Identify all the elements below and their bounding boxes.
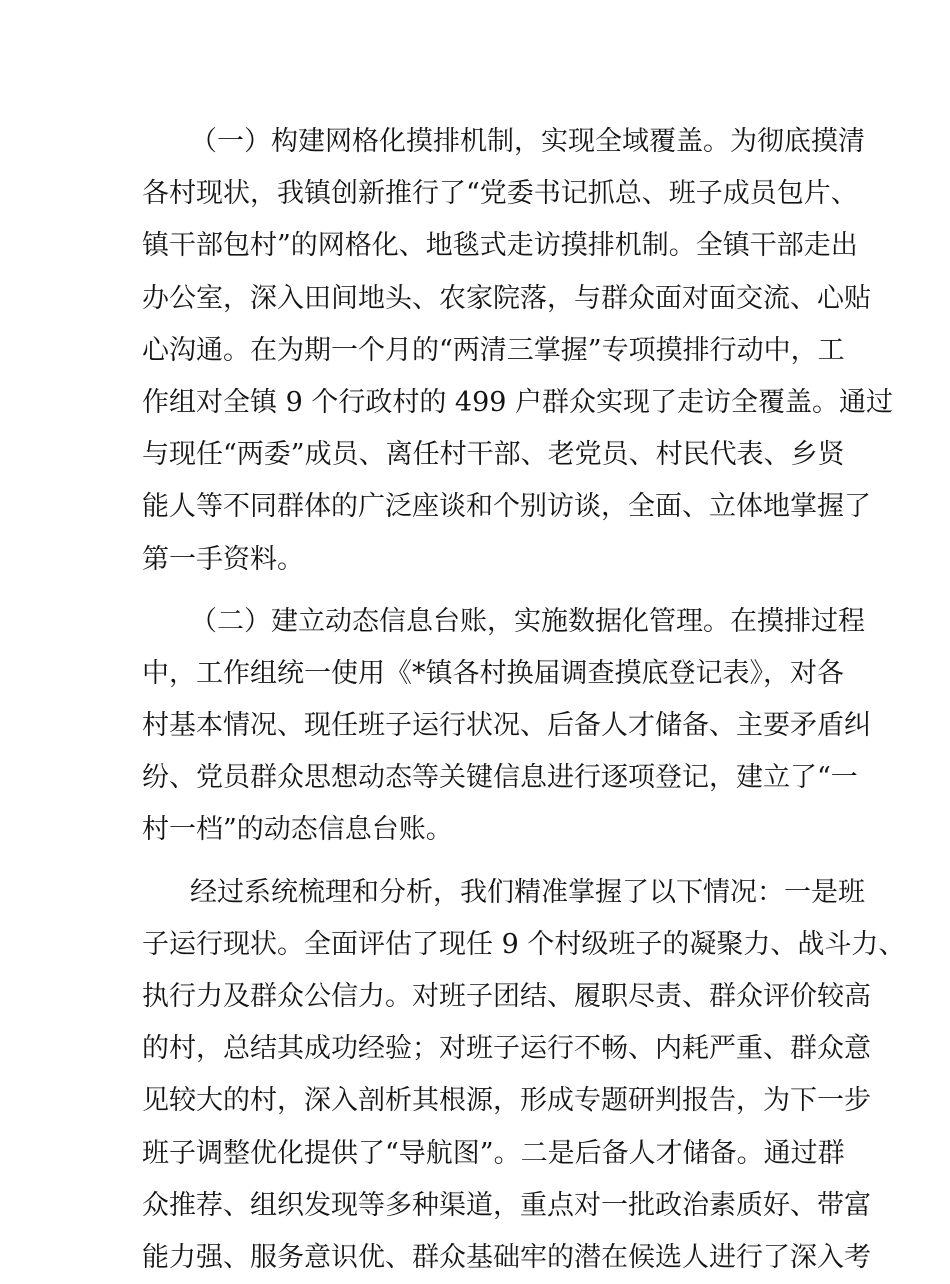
text-line: 能人等不同群体的广泛座谈和个别访谈，全面、立体地掌握了	[142, 491, 871, 523]
text-line: 纷、党员群众思想动态等关键信息进行逐项登记，建立了“一	[142, 762, 858, 794]
paragraph-3	[142, 867, 906, 1284]
text-line: 能力强、服务意识优、群众基础牢的潜在候选人进行了深入考	[142, 1241, 871, 1273]
text-line: 作组对全镇 9 个行政村的 499 户群众实现了走访全覆盖。通过	[142, 386, 894, 418]
text-line: 各村现状，我镇创新推行了“党委书记抓总、班子成员包片、	[142, 178, 858, 210]
text-line: （二）建立动态信息台账，实施数据化管理。在摸排过程	[190, 605, 865, 637]
paragraph-2	[142, 596, 871, 857]
text-line: 子运行现状。全面评估了现任 9 个村级班子的凝聚力、战斗力、	[142, 928, 906, 960]
text-line: 众推荐、组织发现等多种渠道，重点对一批政治素质好、带富	[142, 1189, 871, 1221]
text-line: 见较大的村，深入剖析其根源，形成专题研判报告，为下一步	[142, 1085, 871, 1117]
text-line: 心沟通。在为期一个月的“两清三掌握”专项摸排行动中，工	[142, 334, 845, 366]
text-line: 与现任“两委”成员、离任村干部、老党员、村民代表、乡贤	[142, 439, 845, 471]
paragraph-spacer	[142, 857, 809, 867]
text-line: 村一档”的动态信息台账。	[142, 814, 453, 846]
document-body	[142, 116, 906, 1284]
text-line: 办公室，深入田间地头、农家院落，与群众面对面交流、心贴	[142, 282, 871, 314]
text-line: 中，工作组统一使用《*镇各村换届调查摸底登记表》，对各	[142, 657, 844, 689]
text-line: 镇干部包村”的网格化、地毯式走访摸排机制。全镇干部走出	[142, 230, 858, 262]
text-line: 班子调整优化提供了“导航图”。二是后备人才储备。通过群	[142, 1137, 845, 1169]
paragraph-1	[142, 116, 894, 586]
paragraph-spacer	[142, 586, 809, 596]
text-line: 执行力及群众公信力。对班子团结、履职尽责、群众评价较高	[142, 981, 871, 1012]
text-line: 第一手资料。	[142, 543, 304, 575]
text-line: 村基本情况、现任班子运行状况、后备人才储备、主要矛盾纠	[142, 710, 871, 742]
text-line: 的村，总结其成功经验；对班子运行不畅、内耗严重、群众意	[142, 1033, 871, 1065]
text-line: （一）构建网格化摸排机制，实现全域覆盖。为彻底摸清	[190, 126, 865, 157]
text-line: 经过系统梳理和分析，我们精准掌握了以下情况：一是班	[190, 876, 865, 908]
